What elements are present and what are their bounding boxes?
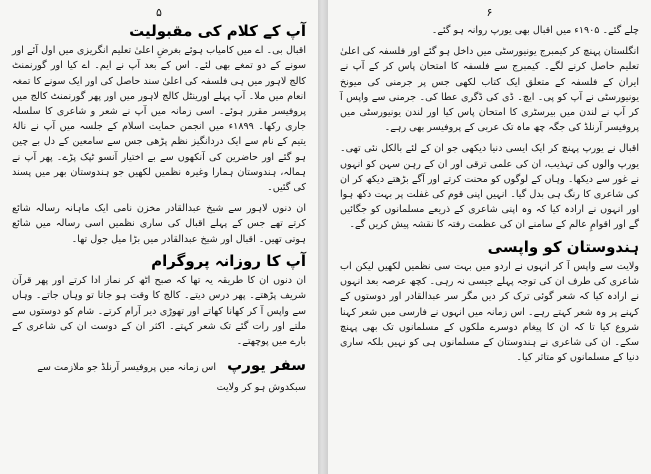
europe-travel-block <box>12 355 306 395</box>
heading-popularity: آپ کے کلام کی مقبولیت <box>129 22 306 40</box>
paragraph-right-3: اقبال نے یورپ پہنچ کر ایک ایسی دنیا دیکھی جو ان کے لئے بالکل نئی تھی۔ یورپ والوں کی تہذیب، ان کی علمی ترقی اور ان کے رہن سہن کو انہوں نے غور سے دیکھا۔ وہاں کے لوگوں کو محنت کرتے اور آگے بڑھتے دیکھ کر ان کی شاعری کا رنگ ہی بدل گیا۔ انہیں اپنی قوم کی غفلت پر بہت دکھ ہوا اور انہوں نے ارادہ کیا کہ وہ اپنی شاعری کے ذریعے مسلمانوں کو جگائیں گے اور اقوامِ عالم کے سامنے ان کی عظمت رفتہ کا نقشہ پیش کریں گے۔ <box>340 143 639 231</box>
book-gutter <box>318 0 328 474</box>
heading-europe-travel: سفر یورپ <box>227 356 306 375</box>
heading-return-to-india: ہندوستان کو واپسی <box>487 237 639 256</box>
paragraph-left-2: ان دنوں لاہور سے شیخ عبدالقادر مخزن نامی ایک ماہانہ رسالہ شائع کرتے تھے جس کے پہلے اقبال کی ساری نظمیں اسی رسالہ میں شائع ہوتی تھیں۔ اقبال اور شیخ عبدالقادر میں بڑا میل جول تھا۔ <box>12 203 306 245</box>
page-number-right: ۶ <box>486 6 493 19</box>
paragraph-left-3: ان دنوں ان کا طریقہ یہ تھا کہ صبح اٹھ کر نماز ادا کرتے اور پھر قرآن شریف پڑھتے۔ پھر درس دیتے۔ کالج کا وقت ہو جاتا تو وہاں جاتے۔ وہاں سے واپس آ کر کھانا کھاتے اور تھوڑی دیر آرام کرتے۔ شام کو دوستوں سے ملتے اور رات گئے تک شعر کہتے۔ اکثر ان کے دوست ان کی شاعری کے بارے میں پوچھتے۔ <box>12 275 306 347</box>
page-number-left: ۵ <box>156 6 162 19</box>
heading-daily-program: آپ کا روزانہ پروگرام <box>151 251 306 270</box>
left-page <box>0 0 318 474</box>
paragraph-right-2: انگلستان پہنچ کر کیمبرج یونیورسٹی میں داخل ہو گئے اور فلسفہ کی اعلیٰ تعلیم حاصل کرنے لگے۔ کیمبرج سے فلسفہ کا امتحان پاس کر کے آپ نے ایران کے فلسفہ کے متعلق ایک کتاب لکھی جس پر جرمنی کی میونخ یونیورسٹی نے آپ کو پی۔ ایچ۔ ڈی کی ڈگری عطا کی۔ جرمنی سے واپس آ کر آپ نے لندن میں بیرسٹری کا امتحان پاس کیا اور لندن یونیورسٹی میں پروفیسر آرنلڈ کی جگہ چھ ماہ تک عربی کے پروفیسر بھی رہے۔ <box>340 46 639 134</box>
paragraph-right-4: ولایت سے واپس آ کر انہوں نے اردو میں بہت سی نظمیں لکھیں لیکن اب شاعری کی طرف ان کی توجہ پہلے جیسی نہ رہی۔ کچھ عرصہ بعد انہوں نے ارادہ کیا کہ شعر گوئی ترک کر دیں مگر سر عبدالقادر اور دوستوں کے کہنے پر وہ شعر کہتے رہے۔ اس زمانہ میں انہوں نے فارسی میں شعر کہنا شروع کیا تا کہ ان کا پیغام دوسرے ملکوں کے مسلمانوں تک بھی پہنچ سکے۔ ان کی شاعری نے ہندوستان کے مسلمانوں ہی کو نہیں بلکہ ساری دنیا کے مسلمانوں کو متاثر کیا۔ <box>340 260 639 364</box>
paragraph-left-4: اس زمانہ میں پروفیسر آرنلڈ جو ملازمت سے سبکدوش ہو کر ولایت <box>37 362 306 394</box>
right-page <box>328 0 651 474</box>
paragraph-left-1: اقبال بی۔ اے میں کامیاب ہوئے بغرضِ اعلیٰ تعلیم انگریزی میں اول آئے اور سونے کے دو تمغے بھی لئے۔ اس کے بعد آپ نے ایم۔ اے کیا اور گورنمنٹ کالج لاہور میں ہی فلسفہ کی اعلیٰ سند حاصل کی اور ایک سونے کا تمغہ انعام میں ملا۔ آپ پہلے اورینٹل کالج لاہور میں اور پھر گورنمنٹ کالج میں پروفیسر مقرر ہوئے۔ اسی زمانہ میں آپ نے شعر و شاعری کا سلسلہ جاری رکھا۔ ۱۸۹۹ء میں انجمن حمایت اسلام کے جلسہ میں آپ نے نالۂ یتیم کے نام سے ایک دردانگیز نظم پڑھی جس سے سامعین کے دل بے چین ہو گئے اور حاضرین کی آنکھوں سے بے اختیار آنسو ٹپک پڑے۔ پھر آپ نے ہمالہ، ہندوستان ہمارا وغیرہ نظمیں لکھیں جو ہندوستان بھر میں پسند کی گئیں۔ <box>12 45 306 194</box>
paragraph-right-1: چلے گئے۔ ۱۹۰۵ء میں اقبال بھی یورپ روانہ ہو گئے۔ <box>431 25 639 36</box>
